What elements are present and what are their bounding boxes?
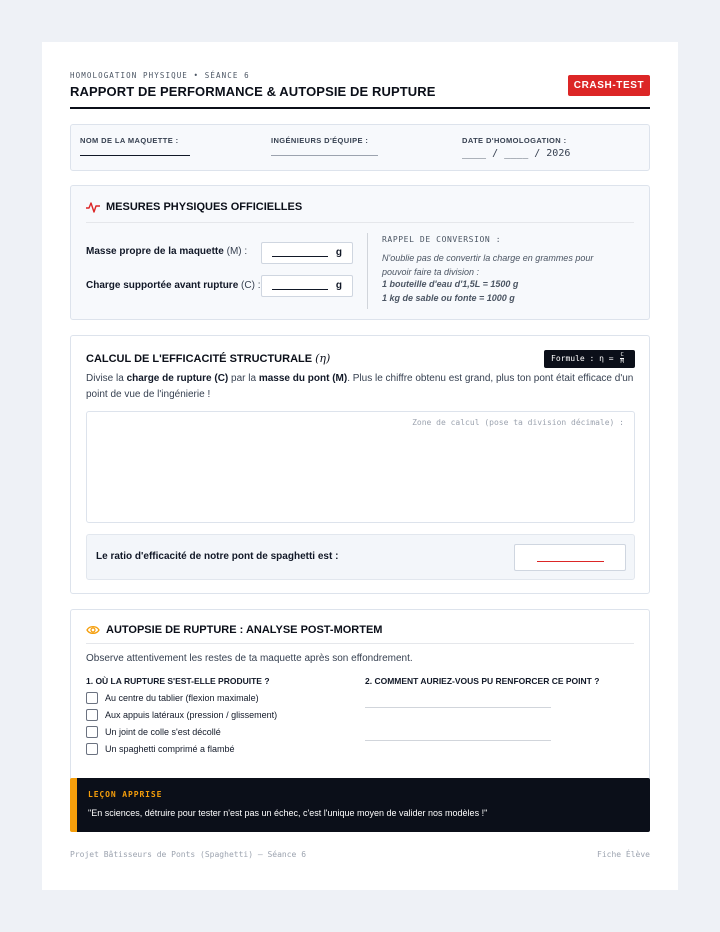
ratio-input[interactable] [514, 544, 626, 571]
model-name-label: NOM DE LA MAQUETTE : [80, 136, 179, 145]
ratio-row [86, 534, 635, 580]
checkbox[interactable] [86, 726, 98, 738]
option-label: Aux appuis latéraux (pression / glissement) [105, 710, 278, 720]
formula-numerator: C [620, 352, 624, 358]
measures-title: MESURES PHYSIQUES OFFICIELLES [106, 201, 303, 213]
autopsy-title: AUTOPSIE DE RUPTURE : ANALYSE POST-MORTEM [106, 624, 383, 636]
conversion-title: RAPPEL DE CONVERSION : [382, 235, 502, 244]
conversion-sand: 1 kg de sable ou fonte = 1000 g [382, 293, 515, 303]
mass-label [86, 246, 247, 257]
calculation-zone[interactable] [86, 411, 635, 523]
lesson-quote: "En sciences, détruire pour tester n'est pas un échec, c'est l'unique moyen de valider nos modèles !" [88, 808, 488, 818]
option-buckled-spaghetti[interactable] [86, 743, 235, 755]
desc-masse: masse du pont (M) [258, 373, 348, 384]
formula-badge [544, 350, 635, 368]
load-input-line [272, 289, 328, 290]
desc-part-5: . Plus le chiffre obtenu est grand, plus ton pont était efficace d'un point de vue de l'ingénierie ! [86, 373, 634, 400]
checkbox[interactable] [86, 692, 98, 704]
date-value: ____ / ____ / 2026 [462, 148, 571, 159]
engineers-line [271, 155, 378, 156]
model-name-line [80, 155, 190, 156]
option-side-supports[interactable] [86, 709, 277, 721]
autopsy-intro: Observe attentivement les restes de ta maquette après son effondrement. [86, 653, 413, 664]
calculation-title: CALCUL DE L'EFFICACITÉ STRUCTURALE [86, 352, 313, 365]
calculation-card [70, 335, 650, 594]
desc-part-3: par la [228, 373, 259, 384]
mass-label-bold: Masse propre de la maquette [86, 246, 224, 257]
autopsy-heading [86, 624, 382, 636]
load-label-var: (C) : [241, 280, 261, 291]
measures-card [70, 185, 650, 320]
formula-label: Formule : η = [551, 354, 614, 363]
option-label: Un spaghetti comprimé a flambé [105, 744, 235, 754]
page-title: RAPPORT DE PERFORMANCE & AUTOPSIE DE RUPTURE [70, 84, 436, 99]
calculation-symbol: (η) [315, 352, 331, 365]
autopsy-card [70, 609, 650, 789]
date-label: DATE D'HOMOLOGATION : [462, 136, 567, 145]
load-label [86, 280, 261, 291]
model-name-field[interactable] [80, 136, 190, 156]
ratio-label: Le ratio d'efficacité de notre pont de spaghetti est : [96, 551, 339, 562]
header-kicker: HOMOLOGATION PHYSIQUE • SÉANCE 6 [70, 71, 250, 80]
mass-unit: g [335, 247, 342, 258]
answer-line-2[interactable] [365, 740, 551, 741]
worksheet-page [42, 42, 678, 890]
lesson-callout [70, 778, 650, 832]
footer-project: Projet Bâtisseurs de Ponts (Spaghetti) — Séance 6 [70, 850, 307, 859]
option-label: Au centre du tablier (flexion maximale) [105, 693, 259, 703]
measures-heading [86, 200, 302, 214]
conversion-bottle: 1 bouteille d'eau d'1,5L = 1500 g [382, 279, 519, 289]
footer-sheet: Fiche Élève [597, 850, 650, 859]
date-field[interactable] [462, 136, 622, 159]
conversion-divider [367, 233, 368, 309]
mass-input[interactable] [261, 242, 353, 264]
formula-fraction [620, 352, 623, 365]
lesson-title: LEÇON APPRISE [88, 790, 163, 799]
load-input[interactable] [261, 275, 353, 297]
crash-test-badge: CRASH-TEST [568, 75, 650, 96]
mass-label-var: (M) : [226, 246, 248, 257]
eye-icon [86, 624, 100, 636]
calculation-heading [86, 352, 330, 365]
option-label: Un joint de colle s'est décollé [105, 727, 221, 737]
header-rule [70, 107, 650, 109]
engineers-label: INGÉNIEURS D'ÉQUIPE : [271, 136, 369, 145]
answer-line-1[interactable] [365, 707, 551, 708]
question-2: 2. COMMENT AURIEZ-VOUS PU RENFORCER CE POINT ? [365, 676, 600, 686]
option-glue-joint[interactable] [86, 726, 221, 738]
checkbox[interactable] [86, 709, 98, 721]
pulse-icon [86, 200, 100, 214]
identification-card [70, 124, 650, 171]
engineers-field[interactable] [271, 136, 378, 156]
calculation-zone-hint: Zone de calcul (pose ta division décimale) : [412, 418, 624, 427]
load-label-bold: Charge supportée avant rupture [86, 280, 239, 291]
formula-denominator: M [620, 359, 624, 365]
calculation-description [86, 371, 636, 403]
measures-separator [86, 222, 634, 223]
autopsy-separator [86, 643, 634, 644]
question-1: 1. OÙ LA RUPTURE S'EST-ELLE PRODUITE ? [86, 676, 270, 686]
checkbox[interactable] [86, 743, 98, 755]
option-center-deck[interactable] [86, 692, 259, 704]
mass-input-line [272, 256, 328, 257]
desc-charge: charge de rupture (C) [126, 373, 229, 384]
desc-part-1: Divise la [86, 373, 127, 384]
conversion-text: N'oublie pas de convertir la charge en grammes pour pouvoir faire ta division : [382, 253, 594, 277]
ratio-input-line [537, 561, 604, 562]
load-unit: g [335, 280, 342, 291]
